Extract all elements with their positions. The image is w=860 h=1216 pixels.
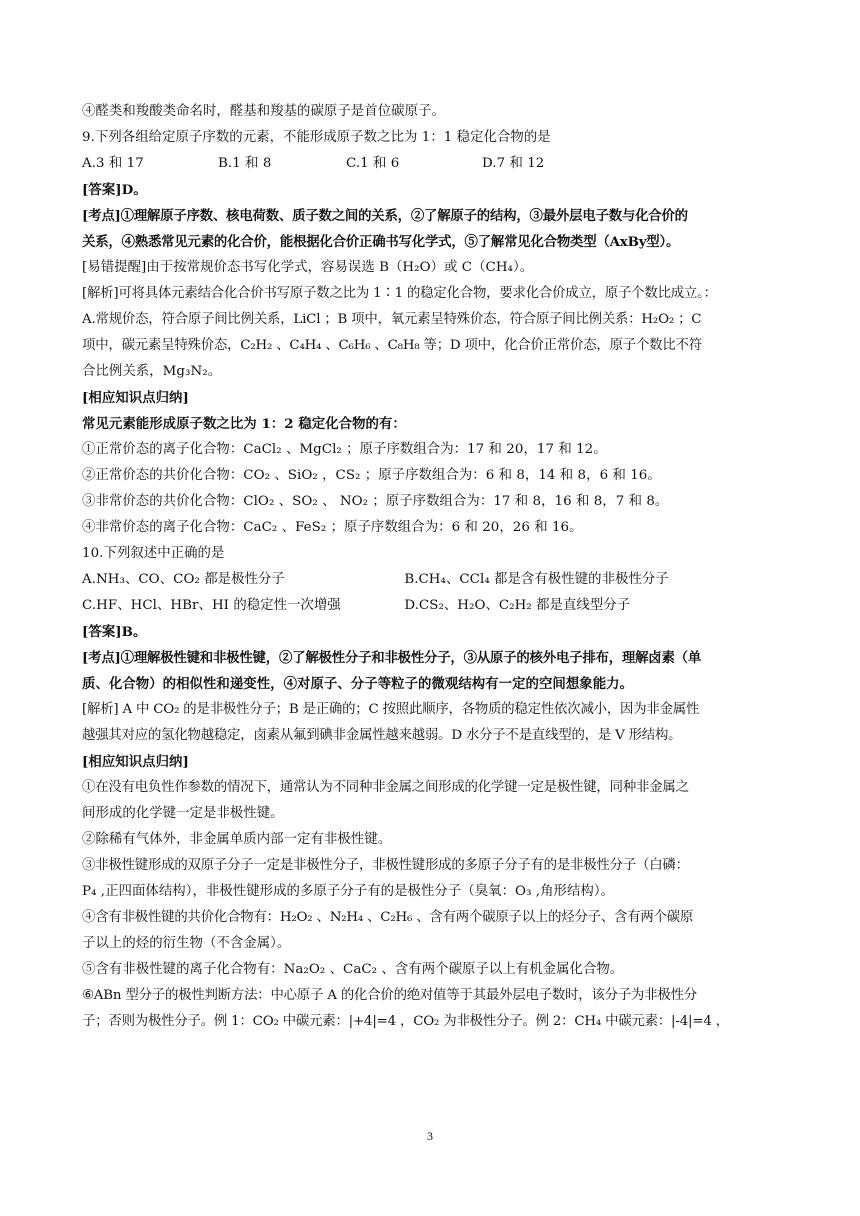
q10-summary-1a: ①在没有电负性作参数的情况下，通常认为不同种非金属之间形成的化学键一定是极性键，同种非金属之 <box>82 780 689 795</box>
q9-options <box>82 151 782 177</box>
page-number: 3 <box>427 1129 433 1143</box>
q10-summary-3a: ③非极性键形成的双原子分子一定是非极性分子，非极性键形成的多原子分子有的是非极性分子（白磷： <box>82 858 689 873</box>
q10-summary-1b: 间形成的化学键一定是非极性键。 <box>82 806 284 821</box>
q10-summary-2: ②除稀有气体外，非金属单质内部一定有非极性键。 <box>82 832 392 847</box>
q10-summary-4a: ④含有非极性键的共价化合物有：H₂O₂ 、N₂H₄ 、C₂H₆ 、含有两个碳原子以上的烃分子、含有两个碳原 <box>82 910 694 925</box>
q10-answer: [答案]B。 <box>82 624 147 640</box>
q9-tip: [易错提醒]由于按常规价态书写化学式，容易误选 B（H₂O）或 C（CH₄）。 <box>82 260 534 275</box>
q9-option-b: B.1 和 8 <box>218 156 272 171</box>
q9-analysis-2: A.常规价态，符合原子间比例关系，LiCl ；B 项中，氧元素呈特殊价态，符合原子间比例关系：H₂O₂ ；C <box>82 312 702 327</box>
q10-option-a: A.NH₃、CO、CO₂ 都是极性分子 <box>82 572 285 587</box>
q10-options-row2 <box>82 593 782 619</box>
q10-summary-heading: [相应知识点归纳] <box>82 754 189 770</box>
q10-option-d: D.CS₂、H₂O、C₂H₂ 都是直线型分子 <box>404 598 631 613</box>
q10-summary-6b: 子；否则为极性分子。例 1：CO₂ 中碳元素：|+4|=4 ，CO₂ 为非极性分子。例 2：CH₄ 中碳元素：|-4|=4 ， <box>82 1014 729 1029</box>
q9-kaodian-2: 关系，④熟悉常见元素的化合价，能根据化合价正确书写化学式，⑤了解常见化合物类型（AxBy型）。 <box>82 234 680 250</box>
question-10: 10.下列叙述中正确的是 <box>82 546 225 561</box>
text-line: ④醛类和羧酸类命名时，醛基和羧基的碳原子是首位碳原子。 <box>82 104 445 119</box>
document-page <box>82 99 782 1035</box>
q10-analysis-1: [解析] A 中 CO₂ 的是非极性分子；B 是正确的；C 按照此顺序，各物质的稳定性依次减小，因为非金属性 <box>82 702 700 717</box>
q9-summary-2: ②正常价态的共价化合物：CO₂ 、SiO₂ ，CS₂ ；原子序数组合为：6 和 8，14 和 8，6 和 16。 <box>82 468 661 483</box>
q10-kaodian-1: [考点]①理解极性键和非极性键，②了解极性分子和非极性分子，③从原子的核外电子排布，理解卤素（单 <box>82 650 702 666</box>
q9-answer: [答案]D。 <box>82 182 147 198</box>
q10-analysis-2: 越强其对应的氢化物越稳定，卤素从氟到碘非金属性越来越弱。D 水分子不是直线型的，是 V 形结构。 <box>82 728 682 743</box>
q9-summary-title: 常见元素能形成原子数之比为 1：2 稳定化合物的有： <box>82 416 406 432</box>
q10-options-row1 <box>82 567 782 593</box>
q10-summary-4b: 子以上的烃的衍生物（不含金属）。 <box>82 936 291 951</box>
q9-analysis-4: 合比例关系，Mg₃N₂。 <box>82 364 222 379</box>
q9-summary-1: ①正常价态的离子化合物：CaCl₂ 、MgCl₂ ；原子序数组合为：17 和 20，17 和 12。 <box>82 442 607 457</box>
q10-summary-6a: ⑥ABn 型分子的极性判断方法：中心原子 A 的化合价的绝对值等于其最外层电子数时，该分子为非极性分 <box>82 988 697 1003</box>
q9-option-d: D.7 和 12 <box>482 156 545 171</box>
q9-option-c: C.1 和 6 <box>346 156 400 171</box>
question-9: 9.下列各组给定原子序数的元素，不能形成原子数之比为 1：1 稳定化合物的是 <box>82 130 551 145</box>
q10-summary-3b: P₄ ,正四面体结构），非极性键形成的多原子分子有的是极性分子（臭氧：O₃ ,角形结构）。 <box>82 884 615 899</box>
q9-summary-4: ④非常价态的离子化合物：CaC₂ 、FeS₂ ；原子序数组合为：6 和 20，26 和 16。 <box>82 520 583 535</box>
q10-summary-5: ⑤含有非极性键的离子化合物有：Na₂O₂ 、CaC₂ 、含有两个碳原子以上有机金属化合物。 <box>82 962 624 977</box>
q9-analysis-3: 项中，碳元素呈特殊价态，C₂H₂ 、C₄H₄ 、C₆H₆ 、C₈H₈ 等；D 项中，化合价正常价态，原子个数比不符 <box>82 338 702 353</box>
q10-option-b: B.CH₄、CCl₄ 都是含有极性键的非极性分子 <box>404 572 669 587</box>
q9-summary-3: ③非常价态的共价化合物：ClO₂ 、SO₂ 、 NO₂ ；原子序数组合为：17 和 8，16 和 8，7 和 8。 <box>82 494 669 509</box>
q10-kaodian-2: 质、化合物）的相似性和递变性，④对原子、分子等粒子的微观结构有一定的空间想象能力。 <box>82 676 634 692</box>
q9-option-a: A.3 和 17 <box>82 156 144 171</box>
q9-analysis-1: [解析]可将具体元素结合化合价书写原子数之比为 1∶1 的稳定化合物，要求化合价成立，原子个数比成立。： <box>82 286 717 301</box>
q10-option-c: C.HF、HCl、HBr、HI 的稳定性一次增强 <box>82 598 341 613</box>
q9-kaodian-1: [考点]①理解原子序数、核电荷数、质子数之间的关系，②了解原子的结构，③最外层电子数与化合价的 <box>82 208 688 224</box>
q9-summary-heading: [相应知识点归纳] <box>82 390 189 406</box>
